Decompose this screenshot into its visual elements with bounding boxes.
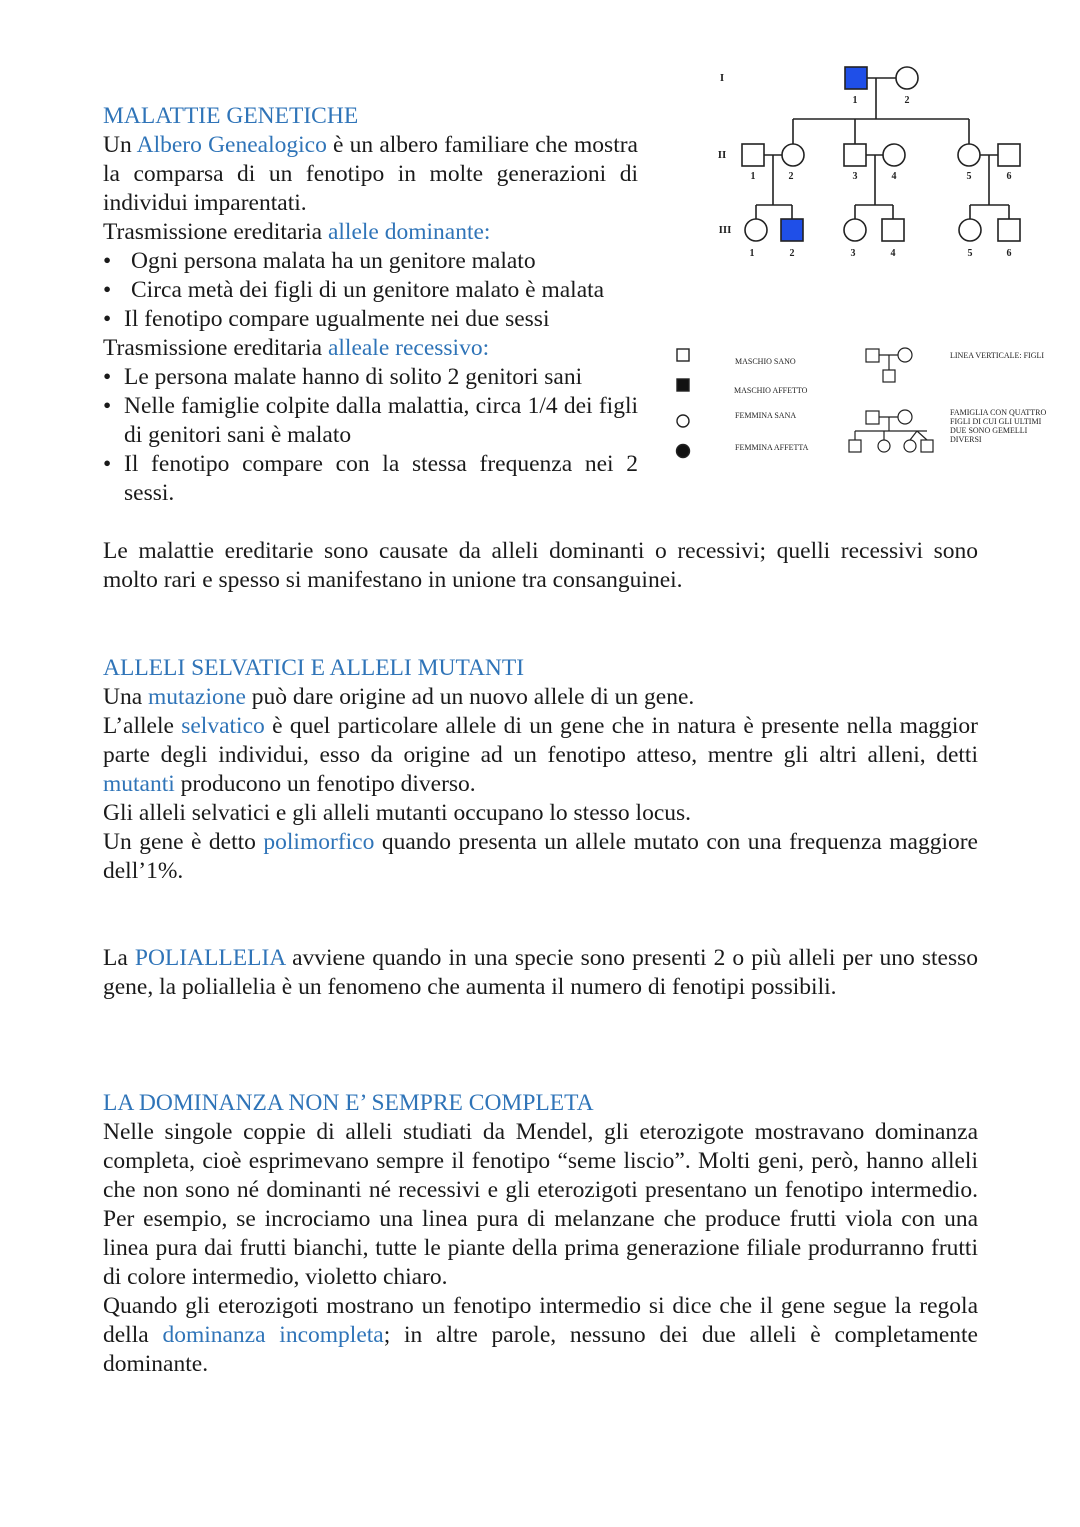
gen3-male-4 bbox=[882, 219, 904, 241]
number-label: 3 bbox=[852, 171, 858, 182]
pedigree-chart bbox=[700, 55, 1040, 270]
generation-label: III bbox=[718, 224, 732, 236]
dominant-heading: Trasmissione ereditaria allele dominante: bbox=[103, 219, 491, 245]
section-title: ALLELI SELVATICI E ALLELI MUTANTI bbox=[103, 655, 525, 681]
number-label: 2 bbox=[789, 248, 795, 259]
list-item: • Nelle famiglie colpite dalla malattia, circa 1/4 dei figli di genitori sani è malato bbox=[103, 393, 638, 448]
section-title: LA DOMINANZA NON E’ SEMPRE COMPLETA bbox=[103, 1090, 594, 1116]
legend-label: FAMIGLIA CON QUATTRO bbox=[950, 408, 1047, 417]
term-albero-genealogico: Albero Genealogico bbox=[136, 132, 327, 158]
legend-label: DIVERSI bbox=[950, 435, 982, 444]
paragraph: L’allele selvatico è quel particolare allele di un gene che in natura è presente nella maggior parte degli individui, esso da origine ad un fenotipo atteso, mentre gli altri alleni, detti mutanti producono un fenotipo diverso. bbox=[103, 713, 978, 797]
male-healthy-icon bbox=[677, 349, 689, 361]
number-label: 2 bbox=[788, 171, 794, 182]
term-selvatico: selvatico bbox=[181, 713, 265, 739]
section-poliallelia: La POLIALLELIA avviene quando in una specie sono presenti 2 o più alleli per uno stesso gene, la poliallelia è un fenomeno che aumenta il numero di fenotipi possibili. bbox=[103, 945, 978, 1000]
term-polimorfico: polimorfico bbox=[263, 829, 375, 855]
dominant-list bbox=[103, 247, 638, 334]
number-label: 5 bbox=[967, 248, 973, 259]
number-label: 5 bbox=[966, 171, 972, 182]
number-label: 6 bbox=[1006, 171, 1012, 182]
gen3-male-affected-2 bbox=[781, 219, 803, 241]
term-mutanti: mutanti bbox=[103, 771, 175, 797]
section-title: MALATTIE GENETICHE bbox=[103, 103, 359, 129]
paragraph: Nelle singole coppie di alleli studiati da Mendel, gli eterozigote mostravano dominanza completa, cioè esprimevano sempre il fenotipo “seme liscio”. Molti geni, però, hanno alleli che non sono né dominanti né recessivi e gli eterozigoti presentano un fenotipo intermedio. Per esempio, se incrociamo una linea pura di melanzane che produce frutti viola con una linea pura dai frutti bianchi, tutte le piante della prima generazione filiale produrranno frutti di colore intermedio, violetto chiaro. bbox=[103, 1119, 978, 1290]
number-label: 2 bbox=[904, 95, 910, 106]
number-label: 1 bbox=[852, 95, 858, 106]
term-alleale-recessivo: alleale recessivo: bbox=[327, 335, 490, 361]
gen2-male-1 bbox=[742, 144, 764, 166]
legend-label: LINEA VERTICALE: FIGLI bbox=[950, 351, 1045, 360]
paragraph: Una mutazione può dare origine ad un nuovo allele di un gene. bbox=[103, 684, 695, 710]
male-affected-icon bbox=[677, 379, 689, 391]
list-item: • Il fenotipo compare ugualmente nei due sessi bbox=[103, 306, 550, 332]
legend-label: FIGLI DI CUI GLI ULTIMI bbox=[950, 417, 1042, 426]
list-item: • Ogni persona malata ha un genitore malato bbox=[103, 248, 536, 274]
recessive-heading: Trasmissione ereditaria alleale recessivo: bbox=[103, 335, 490, 361]
gen2-female-5 bbox=[958, 144, 980, 166]
gen3-female-3 bbox=[844, 219, 866, 241]
section-malattie-genetiche bbox=[103, 102, 638, 508]
generation-label: I bbox=[719, 72, 725, 84]
legend-label: MASCHIO AFFETTO bbox=[734, 386, 808, 395]
number-label: 4 bbox=[891, 171, 897, 182]
gen1-male-affected bbox=[845, 67, 867, 89]
paragraph: Un gene è detto polimorfico quando presenta un allele mutato con una frequenza maggiore dell’1%. bbox=[103, 829, 978, 884]
intro-paragraph: Un Albero Genealogico è un albero familiare che mostra la comparsa di un fenotipo in molte generazioni di individui imparentati. bbox=[103, 132, 638, 216]
legend-label: FEMMINA SANA bbox=[735, 411, 797, 420]
recessive-list bbox=[103, 363, 638, 508]
legend-label: MASCHIO SANO bbox=[735, 357, 796, 366]
list-item: • Il fenotipo compare con la stessa frequenza nei 2 sessi. bbox=[103, 451, 638, 506]
number-label: 6 bbox=[1006, 248, 1012, 259]
term-dominanza-incompleta: dominanza incompleta bbox=[162, 1322, 384, 1348]
paragraph: Quando gli eterozigoti mostrano un fenotipo intermedio si dice che il gene segue la regola della dominanza incompleta; in altre parole, nessuno dei due alleli è completamente dominante. bbox=[103, 1293, 978, 1377]
paragraph: Gli alleli selvatici e gli alleli mutanti occupano lo stesso locus. bbox=[103, 800, 692, 826]
legend-label: FEMMINA AFFETTA bbox=[735, 443, 809, 452]
legend-label: DUE SONO GEMELLI bbox=[950, 426, 1028, 435]
term-allele-dominante: allele dominante: bbox=[327, 219, 491, 245]
generation-label: II bbox=[717, 149, 727, 161]
gen3-female-1 bbox=[745, 219, 767, 241]
number-label: 1 bbox=[750, 171, 756, 182]
section-alleli-selvatici bbox=[103, 654, 978, 886]
term-mutazione: mutazione bbox=[148, 684, 246, 710]
gen3-female-5 bbox=[959, 219, 981, 241]
number-label: 1 bbox=[749, 248, 755, 259]
gen2-male-3 bbox=[844, 144, 866, 166]
gen2-male-6 bbox=[998, 144, 1020, 166]
pedigree-legend bbox=[665, 335, 1065, 470]
female-healthy-icon bbox=[677, 415, 689, 427]
gen1-female-healthy bbox=[896, 67, 918, 89]
family-four-children-symbol bbox=[849, 410, 933, 452]
female-affected-icon bbox=[677, 445, 690, 458]
section-dominanza bbox=[103, 1089, 978, 1379]
number-label: 4 bbox=[890, 248, 896, 259]
gen2-female-2 bbox=[782, 144, 804, 166]
conclusion-paragraph: Le malattie ereditarie sono causate da alleli dominanti o recessivi; quelli recessivi sono molto rari e spesso si manifestano in unione tra consanguinei. bbox=[103, 538, 978, 593]
list-item: • Le persona malate hanno di solito 2 genitori sani bbox=[103, 364, 583, 390]
list-item: • Circa metà dei figli di un genitore malato è malata bbox=[103, 277, 605, 303]
gen2-female-4 bbox=[883, 144, 905, 166]
gen3-male-6 bbox=[998, 219, 1020, 241]
number-label: 3 bbox=[850, 248, 856, 259]
couple-child-symbol bbox=[866, 348, 912, 382]
term-poliallelia: POLIALLELIA bbox=[134, 945, 285, 971]
